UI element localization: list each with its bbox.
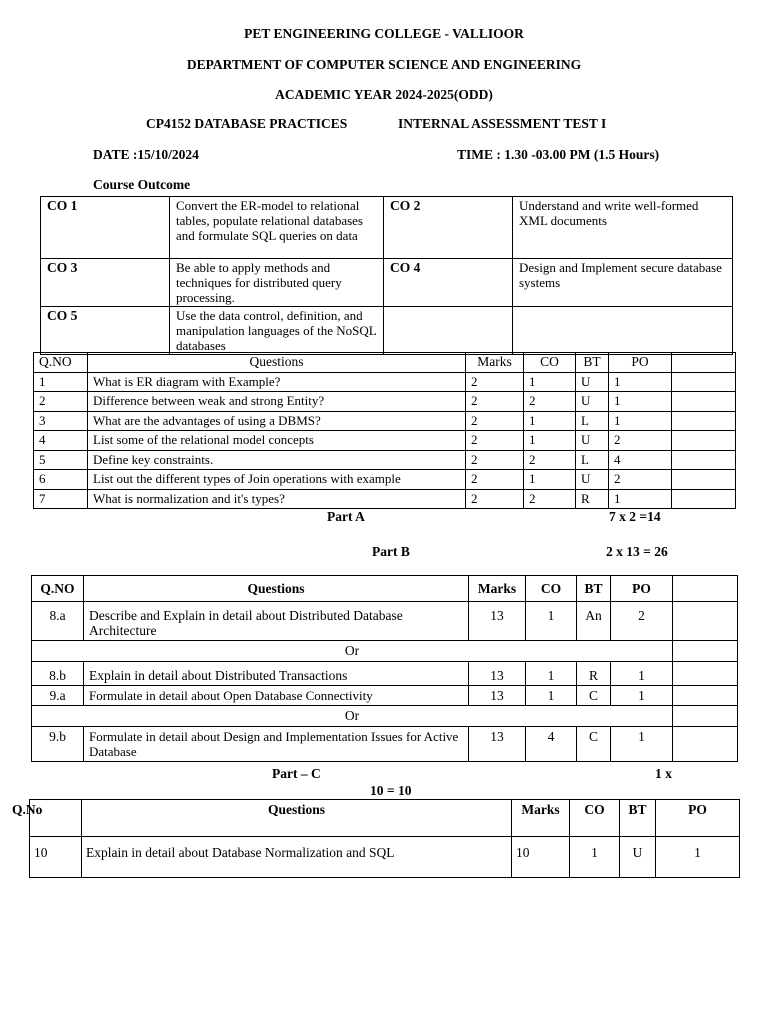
question-number: 1 — [34, 372, 88, 392]
po-value: 1 — [611, 662, 673, 686]
department-name: DEPARTMENT OF COMPUTER SCIENCE AND ENGINEERING — [186, 57, 582, 72]
empty-header — [673, 576, 738, 602]
empty-cell — [673, 662, 738, 686]
co-value: 1 — [524, 470, 576, 490]
empty-cell — [673, 686, 738, 706]
bt-value: C — [577, 727, 611, 762]
course-outcome-table — [40, 196, 733, 355]
co-label: CO 2 — [384, 197, 513, 259]
co-value: 1 — [526, 602, 577, 641]
co-description: Convert the ER-model to relational tables, populate relational databases and formulate SQL queries on data — [170, 197, 384, 259]
empty-cell — [672, 489, 736, 509]
po-value: 1 — [611, 727, 673, 762]
marks-value: 2 — [466, 372, 524, 392]
questions-header: Questions — [84, 576, 469, 602]
po-value: 1 — [656, 837, 740, 878]
question-text: Formulate in detail about Design and Implementation Issues for Active Database — [84, 727, 469, 762]
part-c-marks-formula-b: 10 = 10 — [370, 783, 412, 798]
co-header: CO — [526, 576, 577, 602]
exam-date: DATE :15/10/2024 — [93, 147, 199, 162]
co-label: CO 5 — [41, 307, 170, 355]
question-text: Explain in detail about Database Normalization and SQL — [82, 837, 512, 878]
co-value: 1 — [524, 431, 576, 451]
co-header: CO — [524, 353, 576, 373]
empty-cell — [673, 641, 738, 662]
po-header: PO — [656, 800, 740, 837]
bt-value: U — [576, 470, 609, 490]
co-description — [513, 307, 733, 355]
empty-cell — [672, 372, 736, 392]
part-b-row — [32, 662, 738, 686]
po-header: PO — [609, 353, 672, 373]
part-b-header-row — [32, 576, 738, 602]
test-name: INTERNAL ASSESSMENT TEST I — [398, 116, 607, 131]
empty-cell — [672, 411, 736, 431]
marks-value: 13 — [469, 662, 526, 686]
marks-value: 13 — [469, 727, 526, 762]
po-value: 1 — [611, 686, 673, 706]
question-number: 3 — [34, 411, 88, 431]
co-label — [384, 307, 513, 355]
question-text: Define key constraints. — [88, 450, 466, 470]
co-description: Use the data control, definition, and manipulation languages of the NoSQL databases — [170, 307, 384, 355]
co-description: Design and Implement secure database systems — [513, 259, 733, 307]
question-text: List some of the relational model concepts — [88, 431, 466, 451]
part-a-row — [34, 431, 736, 451]
empty-cell — [672, 450, 736, 470]
empty-cell — [673, 602, 738, 641]
bt-value: L — [576, 411, 609, 431]
question-number: 8.b — [32, 662, 84, 686]
po-value: 1 — [609, 372, 672, 392]
question-number: 6 — [34, 470, 88, 490]
questions-header: Questions — [88, 353, 466, 373]
co-label: CO 3 — [41, 259, 170, 307]
bt-value: An — [577, 602, 611, 641]
co-value: 2 — [524, 392, 576, 412]
marks-value: 13 — [469, 602, 526, 641]
part-c-table — [12, 799, 740, 878]
question-number: 10 — [30, 837, 82, 878]
qno-header — [12, 800, 82, 837]
part-c-marks-formula-a: 1 x — [655, 766, 672, 781]
question-text: Explain in detail about Distributed Transactions — [84, 662, 469, 686]
part-a-row — [34, 489, 736, 509]
part-a-row — [34, 470, 736, 490]
empty-cell — [672, 431, 736, 451]
question-text: Describe and Explain in detail about Distributed Database Architecture — [84, 602, 469, 641]
part-c-label: Part – C — [272, 766, 321, 781]
marks-value: 2 — [466, 470, 524, 490]
bt-header: BT — [577, 576, 611, 602]
bt-value: R — [577, 662, 611, 686]
college-name: PET ENGINEERING COLLEGE - VALLIOOR — [244, 26, 524, 41]
part-a-row — [34, 450, 736, 470]
question-text: Difference between weak and strong Entity? — [88, 392, 466, 412]
part-b-row — [32, 602, 738, 641]
marks-value: 2 — [466, 392, 524, 412]
co-value: 1 — [570, 837, 620, 878]
empty-header — [672, 353, 736, 373]
part-a-marks-formula: 7 x 2 =14 — [609, 509, 661, 524]
co-description: Be able to apply methods and techniques for distributed query processing. — [170, 259, 384, 307]
po-value: 2 — [609, 470, 672, 490]
empty-cell — [673, 727, 738, 762]
co-value: 4 — [526, 727, 577, 762]
marks-value: 13 — [469, 686, 526, 706]
co-value: 2 — [524, 489, 576, 509]
question-number: 9.a — [32, 686, 84, 706]
part-a-row — [34, 411, 736, 431]
part-a-table — [33, 352, 736, 509]
co-value: 1 — [526, 686, 577, 706]
co-row — [41, 259, 733, 307]
empty-cell — [672, 392, 736, 412]
marks-value: 10 — [512, 837, 570, 878]
part-b-row — [32, 727, 738, 762]
questions-header: Questions — [82, 800, 512, 837]
or-separator: Or — [32, 641, 673, 662]
or-row — [32, 706, 738, 727]
marks-value: 2 — [466, 450, 524, 470]
bt-value: U — [576, 431, 609, 451]
bt-value: U — [576, 392, 609, 412]
po-value: 1 — [609, 411, 672, 431]
co-value: 1 — [524, 411, 576, 431]
po-value: 2 — [611, 602, 673, 641]
course-outcome-title: Course Outcome — [93, 177, 191, 192]
part-b-row — [32, 686, 738, 706]
empty-cell — [672, 470, 736, 490]
part-a-label: Part A — [327, 509, 365, 524]
co-row — [41, 307, 733, 355]
part-a-header-row — [34, 353, 736, 373]
part-b-marks-formula: 2 x 13 = 26 — [606, 544, 668, 559]
po-value: 1 — [609, 489, 672, 509]
co-header: CO — [570, 800, 620, 837]
co-description: Understand and write well-formed XML documents — [513, 197, 733, 259]
question-text: What is ER diagram with Example? — [88, 372, 466, 392]
bt-value: U — [576, 372, 609, 392]
question-number: 4 — [34, 431, 88, 451]
question-text: List out the different types of Join operations with example — [88, 470, 466, 490]
bt-header: BT — [620, 800, 656, 837]
question-number: 5 — [34, 450, 88, 470]
co-value: 1 — [526, 662, 577, 686]
marks-value: 2 — [466, 489, 524, 509]
marks-value: 2 — [466, 431, 524, 451]
co-label: CO 1 — [41, 197, 170, 259]
part-c-header-row — [30, 800, 740, 837]
co-label: CO 4 — [384, 259, 513, 307]
part-a-row — [34, 392, 736, 412]
bt-value: U — [620, 837, 656, 878]
marks-header: Marks — [512, 800, 570, 837]
po-value: 1 — [609, 392, 672, 412]
bt-header: BT — [576, 353, 609, 373]
bt-value: C — [577, 686, 611, 706]
marks-header: Marks — [469, 576, 526, 602]
po-header: PO — [611, 576, 673, 602]
po-value: 4 — [609, 450, 672, 470]
question-number: 8.a — [32, 602, 84, 641]
academic-year: ACADEMIC YEAR 2024-2025(ODD) — [275, 87, 493, 102]
po-value: 2 — [609, 431, 672, 451]
co-value: 2 — [524, 450, 576, 470]
or-separator: Or — [32, 706, 673, 727]
marks-header: Marks — [466, 353, 524, 373]
part-a-row — [34, 372, 736, 392]
part-b-label: Part B — [372, 544, 410, 559]
qno-header-text: Q.No — [12, 802, 43, 817]
qno-header: Q.NO — [32, 576, 84, 602]
question-text: Formulate in detail about Open Database Connectivity — [84, 686, 469, 706]
co-row — [41, 197, 733, 259]
bt-value: L — [576, 450, 609, 470]
question-number: 9.b — [32, 727, 84, 762]
qno-header: Q.NO — [34, 353, 88, 373]
question-text: What is normalization and it's types? — [88, 489, 466, 509]
part-c-row — [30, 837, 740, 878]
bt-value: R — [576, 489, 609, 509]
part-b-table — [31, 575, 738, 762]
exam-time: TIME : 1.30 -03.00 PM (1.5 Hours) — [457, 147, 660, 162]
course-code: CP4152 DATABASE PRACTICES — [146, 116, 348, 131]
marks-value: 2 — [466, 411, 524, 431]
empty-cell — [673, 706, 738, 727]
question-number: 2 — [34, 392, 88, 412]
or-row — [32, 641, 738, 662]
co-value: 1 — [524, 372, 576, 392]
question-number: 7 — [34, 489, 88, 509]
question-text: What are the advantages of using a DBMS? — [88, 411, 466, 431]
